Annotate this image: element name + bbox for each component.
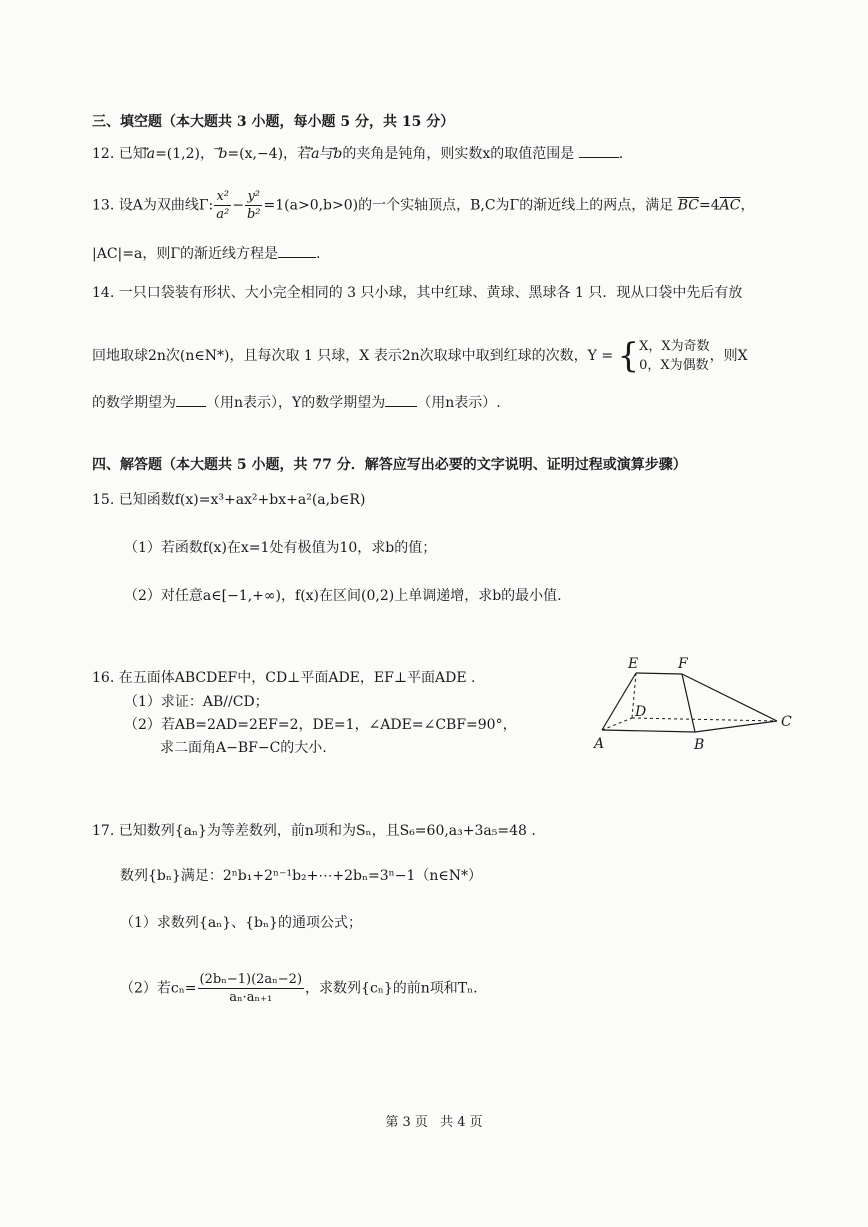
edge-d-c: [632, 718, 777, 721]
q12-text-4: 与: [319, 146, 334, 162]
q14-line-2b: ，则X: [709, 348, 748, 364]
question-17: [92, 821, 536, 841]
q12-vector-a-2: a: [311, 146, 320, 162]
q14-line-1: 一只口袋装有形状、大小完全相同的 3 只小球，其中红球、黄球、黑球各 1 只．现从口袋中先后有放: [118, 285, 743, 301]
section-4-heading: 四、解答题（本大题共 5 小题，共 77 分．解答应写出必要的文字说明、证明过程或演算步骤）: [92, 457, 687, 473]
q17-number: 17.: [92, 823, 115, 839]
q14-brace-icon: {: [617, 336, 640, 376]
q17-line-2: 数列{bₙ}满足：2ⁿb₁+2ⁿ⁻¹b₂+⋯+2bₙ=3ⁿ−1（n∈N*）: [120, 868, 482, 884]
label-d: D: [635, 704, 647, 720]
q13-fraction-y: $\frac{\text{y²}}{\text{b²}}$: [246, 189, 261, 222]
edge-f-c: [682, 674, 777, 721]
edge-a-d: [602, 718, 632, 730]
q12-end: .: [618, 146, 624, 162]
question-15: [92, 490, 365, 510]
q14-answer-blank-2[interactable]: [385, 406, 417, 407]
q13-minus: −: [232, 197, 244, 214]
question-13: [92, 188, 754, 223]
q13-number: 13.: [92, 197, 115, 214]
q17-part-1: （1）求数列{aₙ}、{bₙ}的通项公式；: [120, 915, 362, 931]
q14-answer-blank-1[interactable]: [176, 406, 206, 407]
q13-end: .: [316, 246, 321, 262]
label-a: A: [594, 736, 605, 752]
question-14: [92, 283, 742, 303]
q13-line-2-text: |AC|=a，则Γ的渐近线方程是: [92, 246, 279, 262]
q14-line-2a: 回地取球2n次(n∈N*)，且每次取 1 只球，X 表示2n次取球中取到红球的次数，Y =: [92, 348, 614, 364]
q12-vector-a: a: [146, 146, 156, 162]
q12-text-5: 的夹角是钝角，则实数x的取值范围是: [342, 146, 575, 162]
q17-part-2: [120, 971, 478, 1006]
q15-number: 15.: [92, 492, 115, 508]
label-f: F: [678, 656, 688, 672]
q16-part-2: （2）若AB=2AD=2EF=2，DE=1，∠ADE=∠CBF=90°，: [124, 717, 517, 733]
edge-e-f: [636, 673, 682, 674]
q17-part-2b: ，求数列{cₙ}的前n项和Tₙ.: [305, 980, 478, 997]
q14-line-3c: （用n表示）.: [417, 395, 501, 411]
q14-number: 14.: [92, 285, 115, 301]
q12-text-1: 已知: [118, 146, 147, 162]
q12-number: 12.: [92, 146, 115, 162]
question-13-line-2: [92, 244, 321, 264]
q14-cases: [639, 337, 710, 375]
q12-answer-blank[interactable]: [579, 157, 619, 158]
section-3-heading: 三、填空题（本大题共 3 小题，每小题 5 分，共 15 分）: [92, 114, 455, 130]
q16-part-1: （1）求证：AB//CD；: [124, 694, 269, 710]
q13-text-2: =1(a>0,b>0)的一个实轴顶点，B,C为Γ的渐近线上的两点，满足: [263, 197, 674, 214]
question-14-line-3: [92, 393, 501, 413]
q16-number: 16.: [92, 670, 115, 686]
q16-stem: 在五面体ABCDEF中，CD⊥平面ADE，EF⊥平面ADE .: [118, 670, 476, 686]
q13-text-3: ，: [740, 197, 755, 214]
question-14-line-2: [92, 337, 748, 375]
q15-stem: 已知函数f(x)=x³+ax²+bx+a²(a,b∈R): [118, 492, 366, 508]
q14-line-3b: （用n表示），Y的数学期望为: [206, 395, 386, 411]
q13-answer-blank[interactable]: [278, 257, 316, 258]
q14-case-1: X，X为奇数: [639, 339, 710, 354]
page-footer: [0, 1111, 868, 1130]
q12-vector-b-2: b: [333, 146, 343, 162]
page-number: 第 3 页: [385, 1115, 428, 1130]
label-b: B: [694, 737, 705, 753]
edge-b-c: [695, 721, 777, 732]
q12-text-3: =(x,−4)，若: [227, 146, 312, 162]
label-c: C: [781, 714, 792, 730]
question-12: [92, 144, 623, 164]
pentahedron-figure: [592, 654, 807, 754]
q13-vector-bc: $\overline{BC}$: [677, 197, 699, 214]
q12-text-2: =(1,2)，: [155, 146, 214, 162]
question-16: [92, 668, 475, 688]
q12-vector-b: b: [218, 146, 228, 162]
edge-a-e: [602, 673, 636, 730]
q13-text-1: 设A为双曲线Γ:: [118, 197, 214, 214]
q13-fraction-x: $\frac{\text{x²}}{\text{a²}}$: [216, 189, 230, 222]
q17-fraction: $\frac{\text{(2bₙ−1)(2aₙ−2)}}{\text{aₙ·aₙ₊₁}}$: [199, 972, 303, 1005]
q16-part-2b: 求二面角A−BF−C的大小.: [160, 740, 327, 756]
page-total: 共 4 页: [440, 1115, 483, 1130]
q17-stem: 已知数列{aₙ}为等差数列，前n项和为Sₙ，且S₆=60,a₃+3a₅=48 .: [118, 823, 536, 839]
edge-f-b: [682, 674, 695, 732]
q14-case-2: 0，X为偶数: [639, 358, 709, 373]
q13-vector-ac: $\overline{AC}$: [719, 197, 741, 214]
q15-part-2: （2）对任意a∈[−1,+∞)，f(x)在区间(0,2)上单调递增，求b的最小值.: [124, 588, 562, 604]
q14-line-3a: 的数学期望为: [92, 395, 176, 411]
q15-part-1: （1）若函数f(x)在x=1处有极值为10，求b的值；: [124, 540, 437, 556]
edge-a-b: [602, 730, 695, 732]
label-e: E: [628, 656, 639, 672]
q17-part-2a: （2）若cₙ=: [120, 980, 197, 997]
q13-eq: =4: [699, 197, 720, 214]
